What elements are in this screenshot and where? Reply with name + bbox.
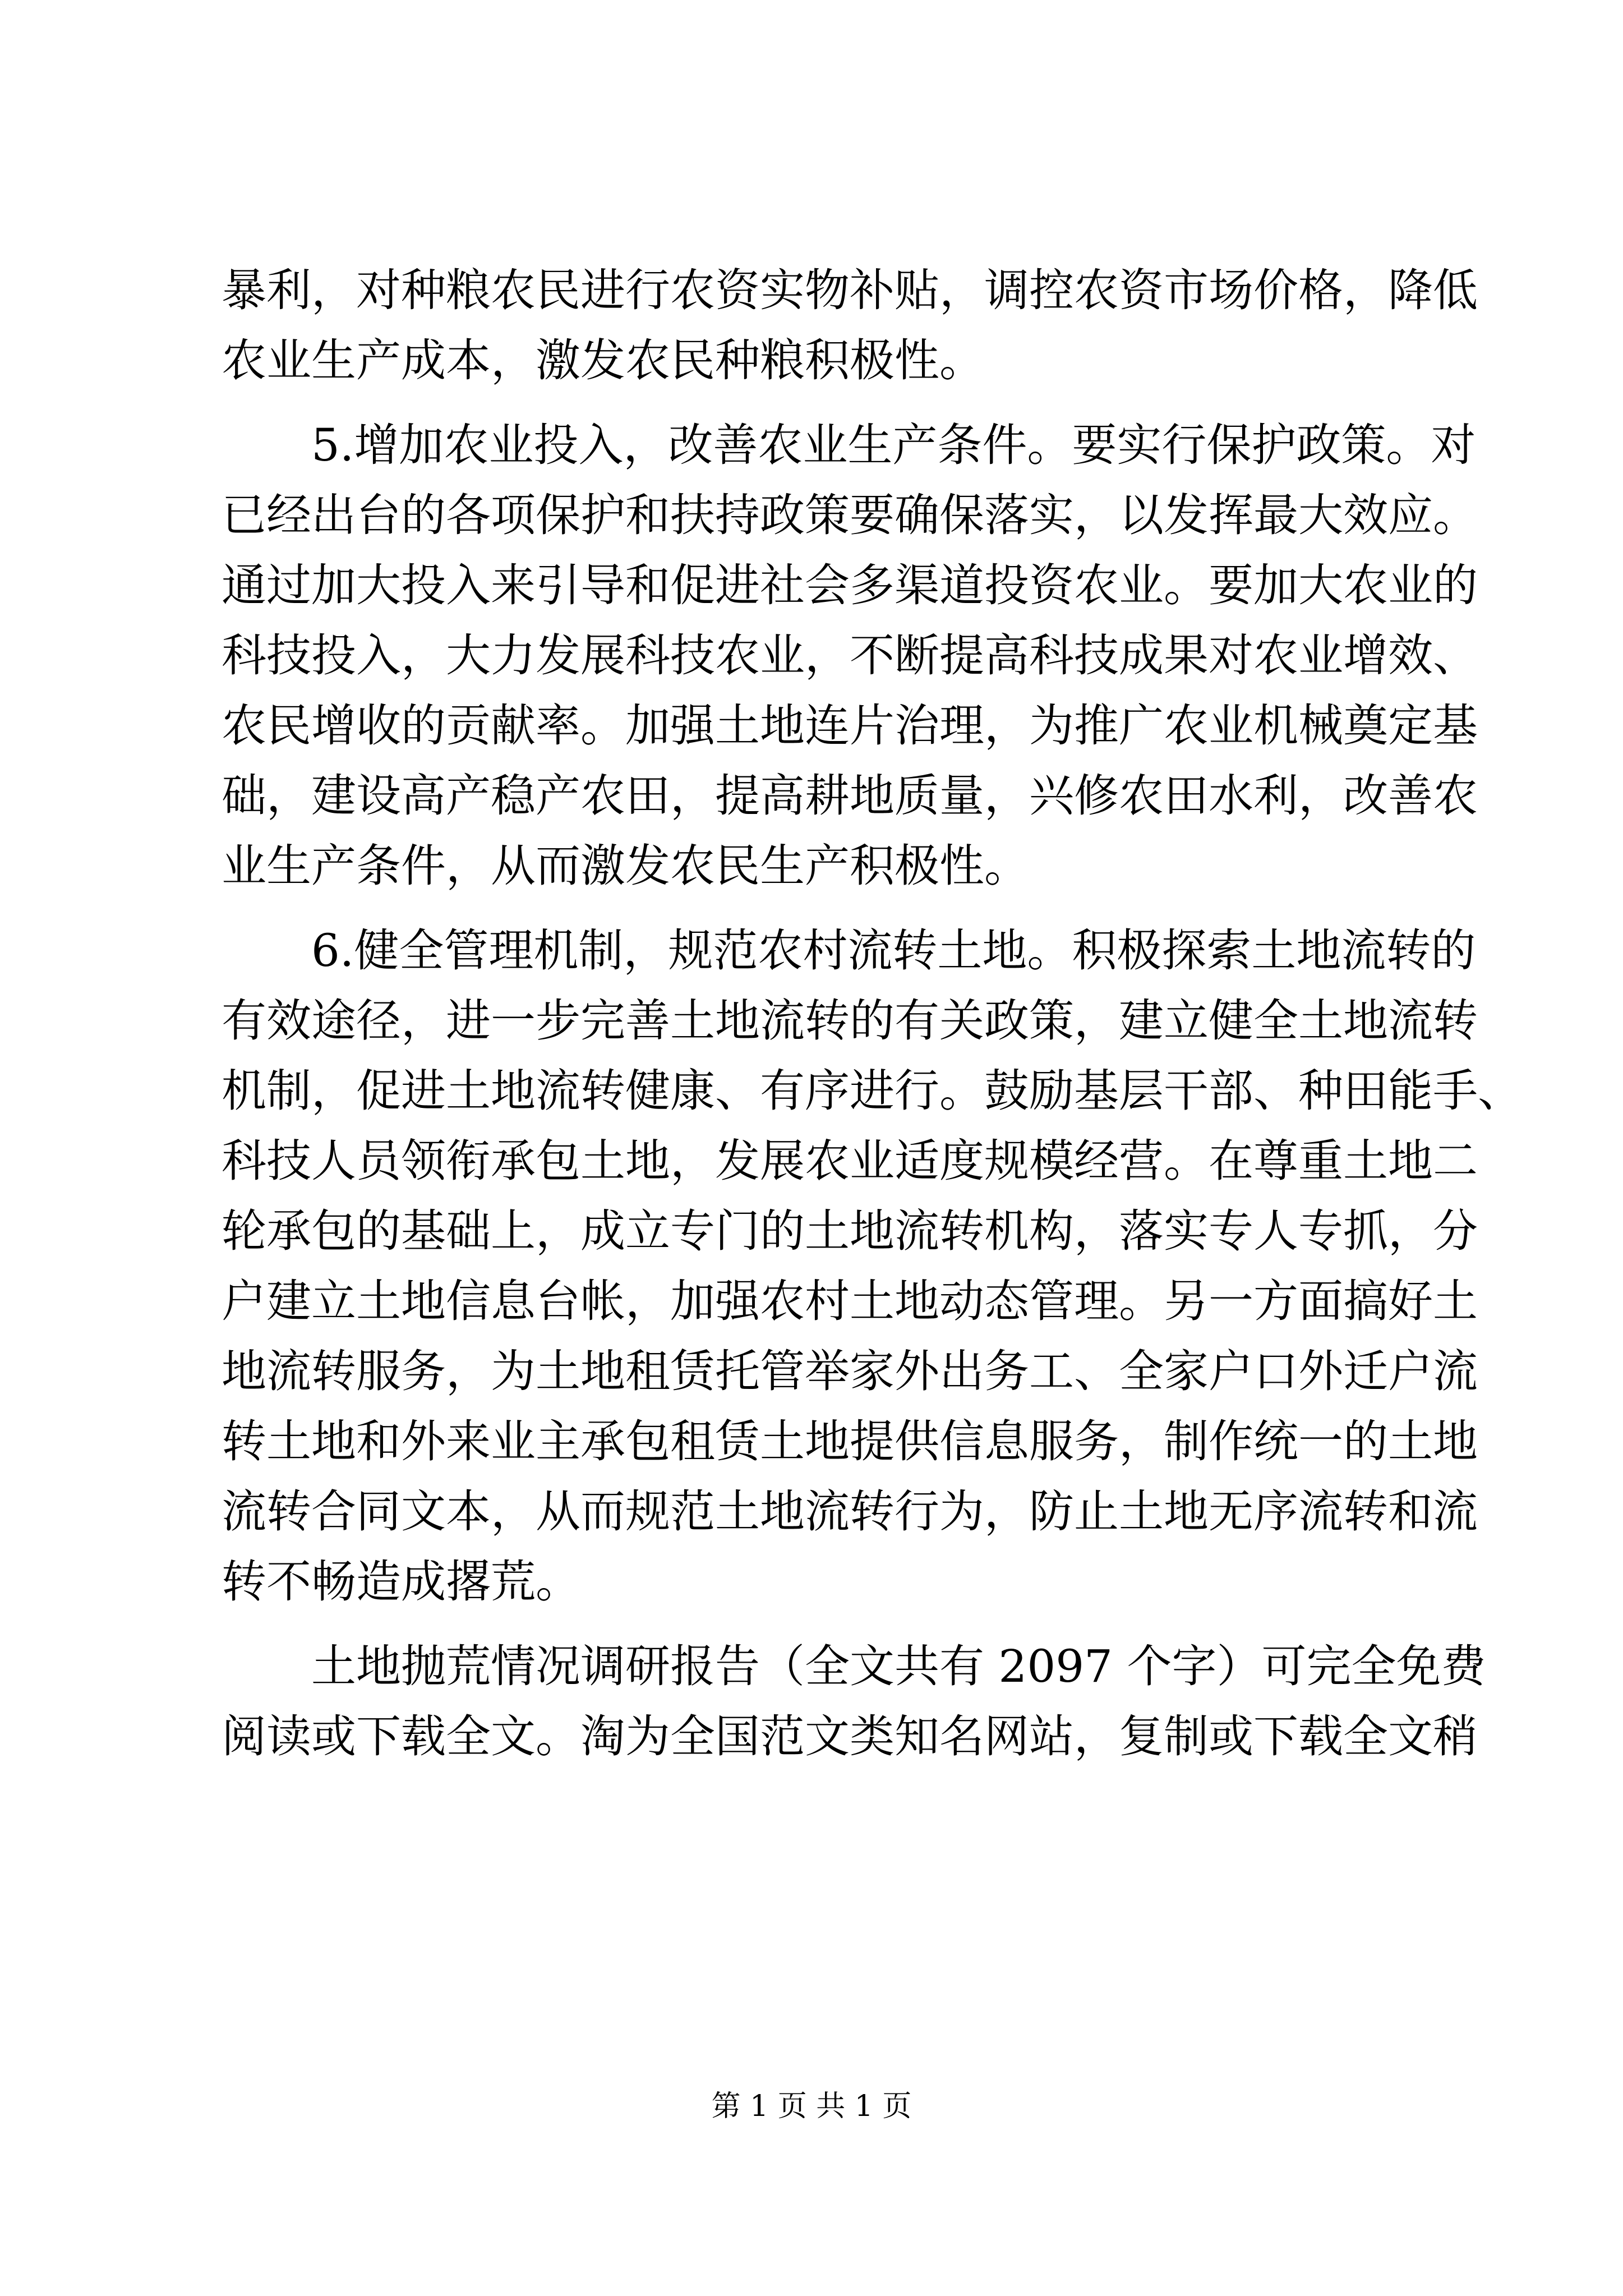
text-line: 农业生产成本，激发农民种粮积极性。 (222, 334, 984, 386)
paragraph-6-first-line: 6.健全管理机制，规范农村流转土地。积极探索土地流转的 (311, 924, 1476, 977)
text-line: 转土地和外来业主承包租赁土地提供信息服务，制作统一的土地 (222, 1415, 1478, 1467)
text-line: 已经出台的各项保护和扶持政策要确保落实，以发挥最大效应。 (222, 489, 1478, 541)
text-line: 地流转服务，为土地租赁托管举家外出务工、全家户口外迁户流 (222, 1345, 1478, 1397)
text-line: 轮承包的基础上，成立专门的土地流转机构，落实专人专抓，分 (222, 1205, 1478, 1257)
document-body (222, 255, 1523, 1772)
text-line: 农民增收的贡献率。加强土地连片治理，为推广农业机械奠定基 (222, 700, 1478, 752)
text-line: 机制，促进土地流转健康、有序进行。鼓励基层干部、种田能手、 (222, 1065, 1523, 1117)
text-line: 科技人员领衔承包土地，发展农业适度规模经营。在尊重土地二 (222, 1135, 1478, 1187)
text-line: 转不畅造成撂荒。 (222, 1556, 580, 1608)
text-line: 暴利，对种粮农民进行农资实物补贴，调控农资市场价格，降低 (222, 264, 1478, 316)
closing-paragraph-first-line: 土地抛荒情况调研报告（全文共有 2097 个字）可完全免费 (311, 1640, 1486, 1692)
text-line: 通过加大投入来引导和促进社会多渠道投资农业。要加大农业的 (222, 559, 1478, 611)
text-line: 业生产条件，从而激发农民生产积极性。 (222, 840, 1029, 892)
text-line: 础，建设高产稳产农田，提高耕地质量，兴修农田水利，改善农 (222, 770, 1478, 822)
page-number-footer: 第 1 页 共 1 页 (711, 2090, 912, 2123)
text-line: 有效途径，进一步完善土地流转的有关政策，建立健全土地流转 (222, 995, 1478, 1047)
text-line: 科技投入，大力发展科技农业，不断提高科技成果对农业增效、 (222, 629, 1478, 682)
paragraph-5-first-line: 5.增加农业投入，改善农业生产条件。要实行保护政策。对 (311, 419, 1476, 471)
text-line: 户建立土地信息台帐，加强农村土地动态管理。另一方面搞好土 (222, 1275, 1478, 1327)
text-line: 阅读或下载全文。淘为全国范文类知名网站，复制或下载全文稍 (222, 1710, 1478, 1763)
text-line: 流转合同文本，从而规范土地流转行为，防止土地无序流转和流 (222, 1485, 1478, 1538)
